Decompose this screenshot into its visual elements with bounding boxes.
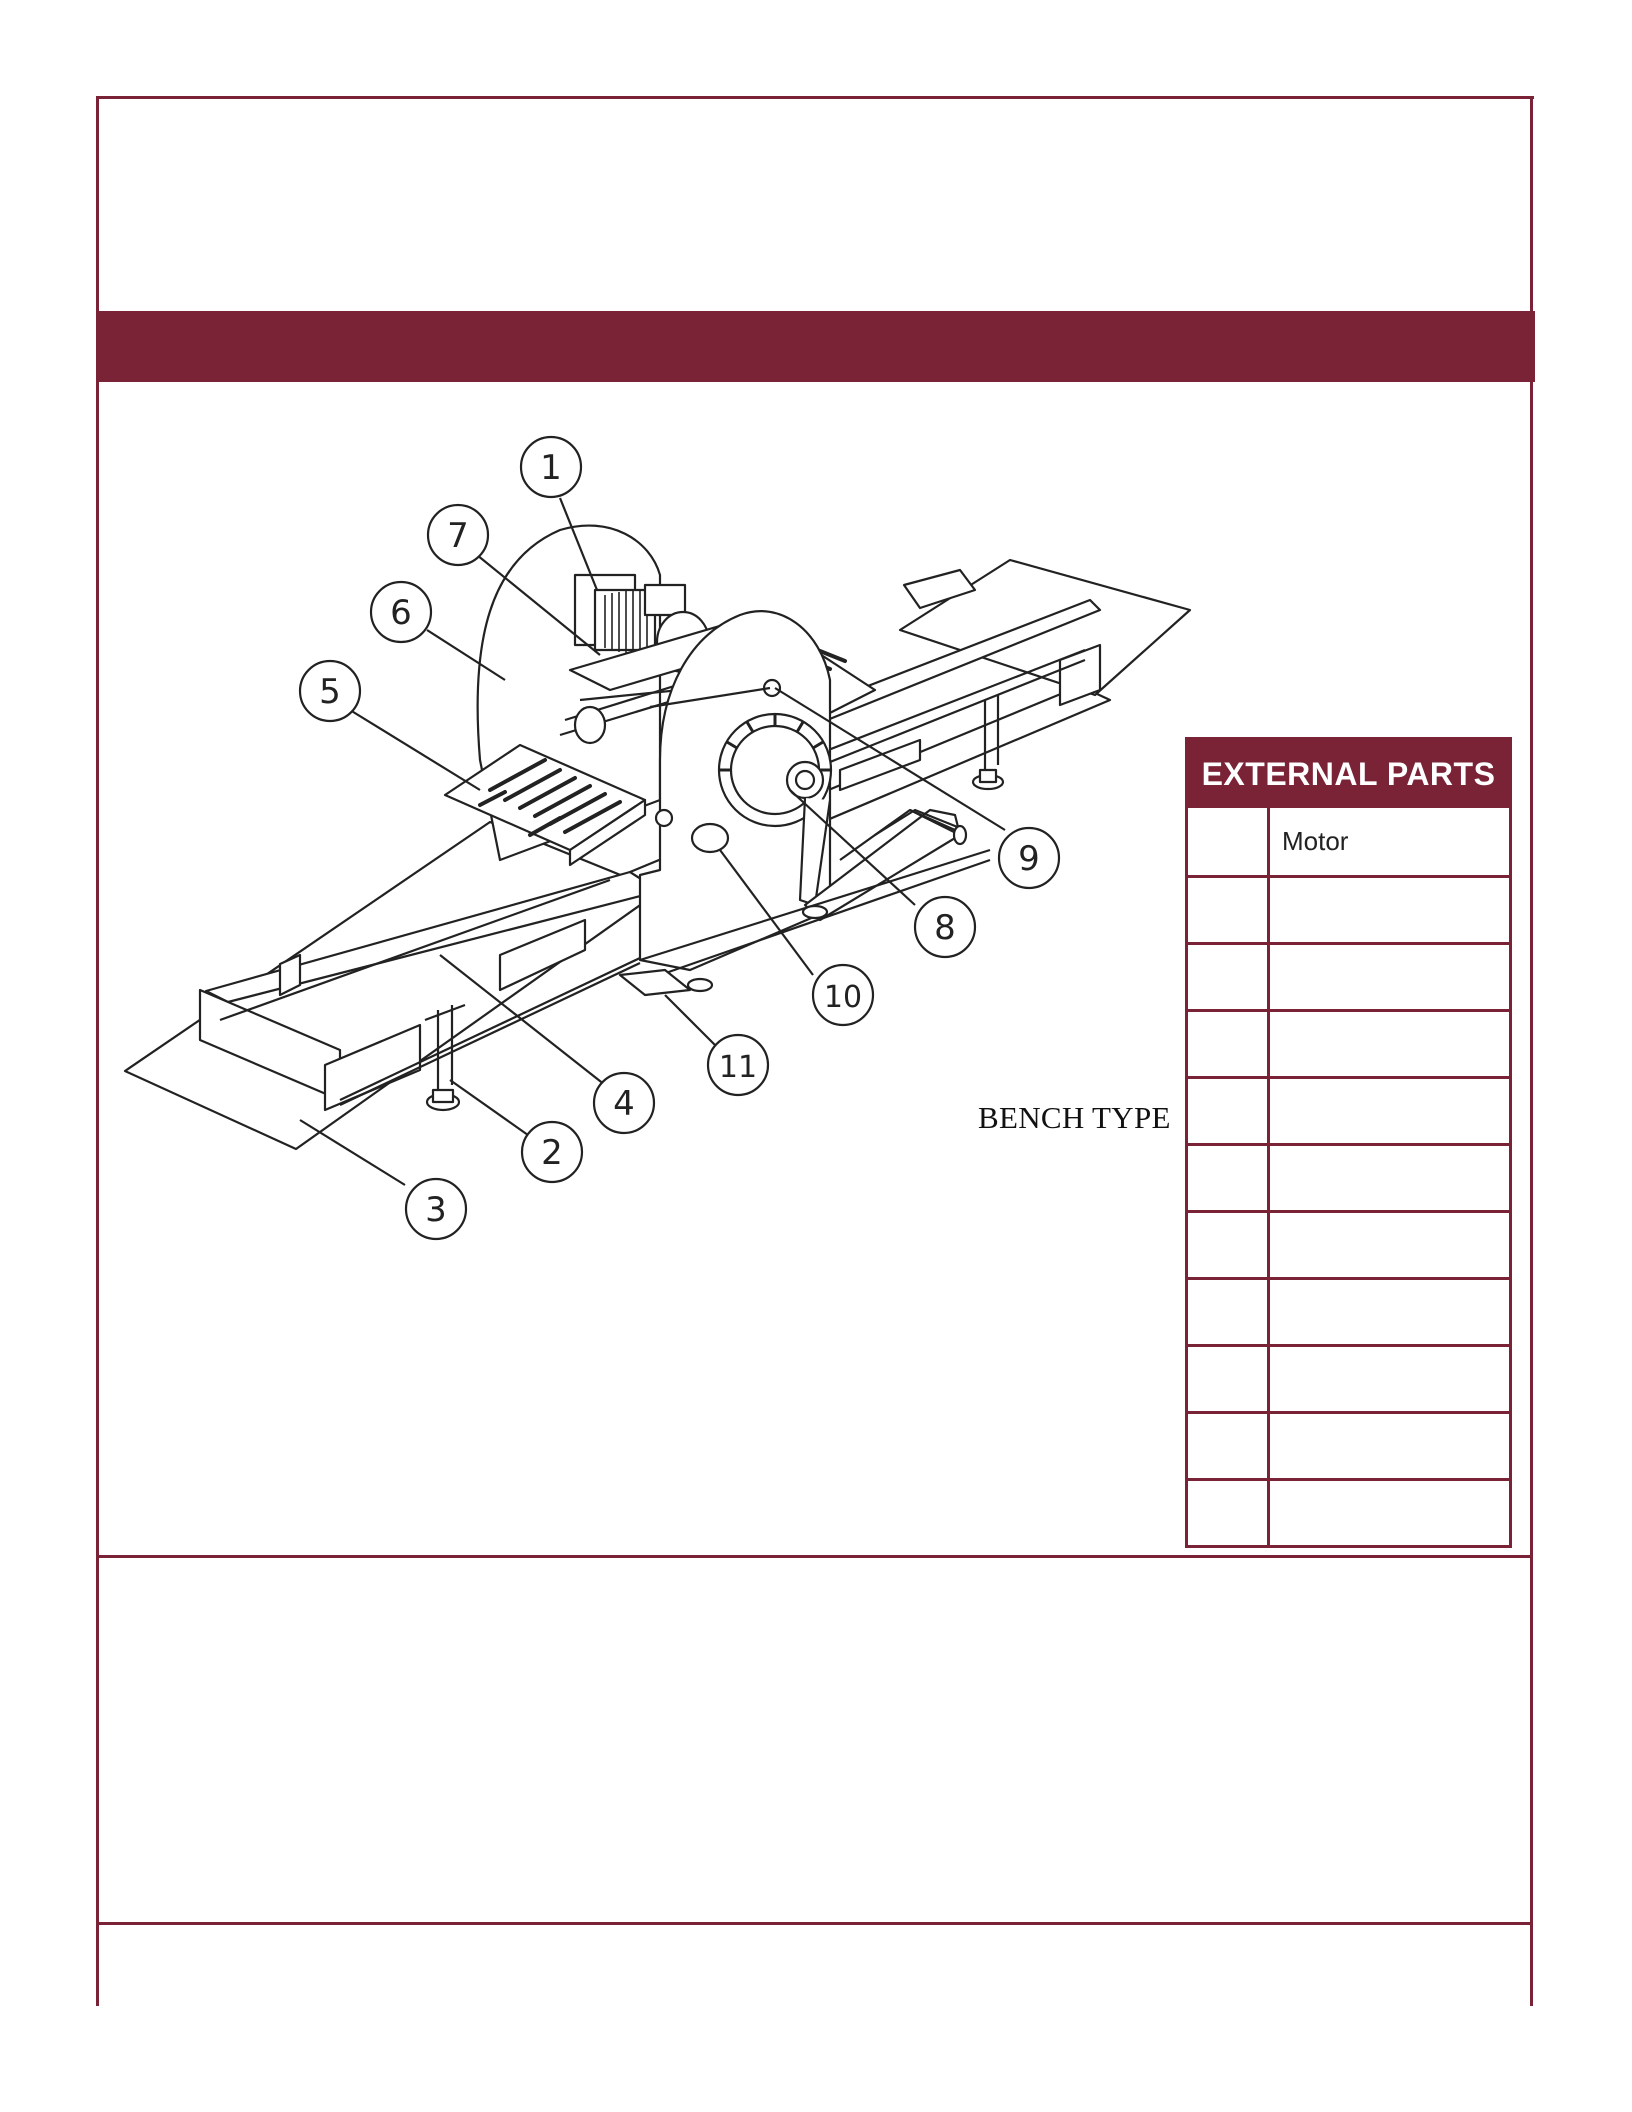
divider-1: [97, 1555, 1533, 1558]
table-row: [1188, 1210, 1509, 1277]
table-row: [1188, 1478, 1509, 1545]
external-parts-table: [1185, 737, 1512, 1548]
callout-9: 9: [1018, 839, 1040, 879]
part-name-cell: [1270, 1213, 1509, 1277]
part-number-cell: [1188, 1146, 1270, 1210]
callout-3: 3: [425, 1190, 447, 1230]
part-number-cell: [1188, 1213, 1270, 1277]
callout-10: 10: [823, 980, 863, 1015]
part-number-cell: [1188, 1481, 1270, 1545]
part-name-cell: [1270, 1414, 1509, 1478]
table-row: [1188, 942, 1509, 1009]
divider-2: [97, 1922, 1533, 1925]
table-row: [1188, 808, 1509, 875]
callout-4: 4: [613, 1084, 635, 1124]
callout-6: 6: [390, 593, 412, 633]
part-name-cell: [1270, 1146, 1509, 1210]
frame-top: [97, 96, 1534, 99]
callout-1: 1: [540, 448, 562, 488]
part-number-cell: [1188, 1280, 1270, 1344]
part-name-cell: Motor: [1282, 826, 1349, 856]
part-number-cell: [1188, 1012, 1270, 1076]
diagram-caption: BENCH TYPE: [978, 1100, 1171, 1135]
part-number-cell: [1188, 1347, 1270, 1411]
part-name-cell: [1270, 1012, 1509, 1076]
section-header-bar: [97, 311, 1535, 382]
table-row: [1188, 1076, 1509, 1143]
part-number-cell: [1188, 878, 1270, 942]
callout-2: 2: [541, 1133, 563, 1173]
callout-5: 5: [319, 672, 341, 712]
part-name-cell: [1270, 1280, 1509, 1344]
table-row: [1188, 1143, 1509, 1210]
part-number-cell: [1188, 808, 1270, 875]
table-row: [1188, 1344, 1509, 1411]
callout-7: 7: [447, 516, 469, 556]
callout-8: 8: [934, 908, 956, 948]
part-name-cell: [1270, 878, 1509, 942]
callout-11: 11: [718, 1050, 758, 1085]
parts-table-title: EXTERNAL PARTS: [1188, 740, 1509, 808]
part-number-cell: [1188, 1079, 1270, 1143]
part-name-cell: [1270, 1079, 1509, 1143]
part-number-cell: [1188, 945, 1270, 1009]
part-name-cell: [1270, 1347, 1509, 1411]
part-name-cell: [1270, 1481, 1509, 1545]
part-name-cell: [1270, 945, 1509, 1009]
table-row: [1188, 1009, 1509, 1076]
table-row: [1188, 1411, 1509, 1478]
table-row: [1188, 875, 1509, 942]
table-row: [1188, 1277, 1509, 1344]
part-number-cell: [1188, 1414, 1270, 1478]
